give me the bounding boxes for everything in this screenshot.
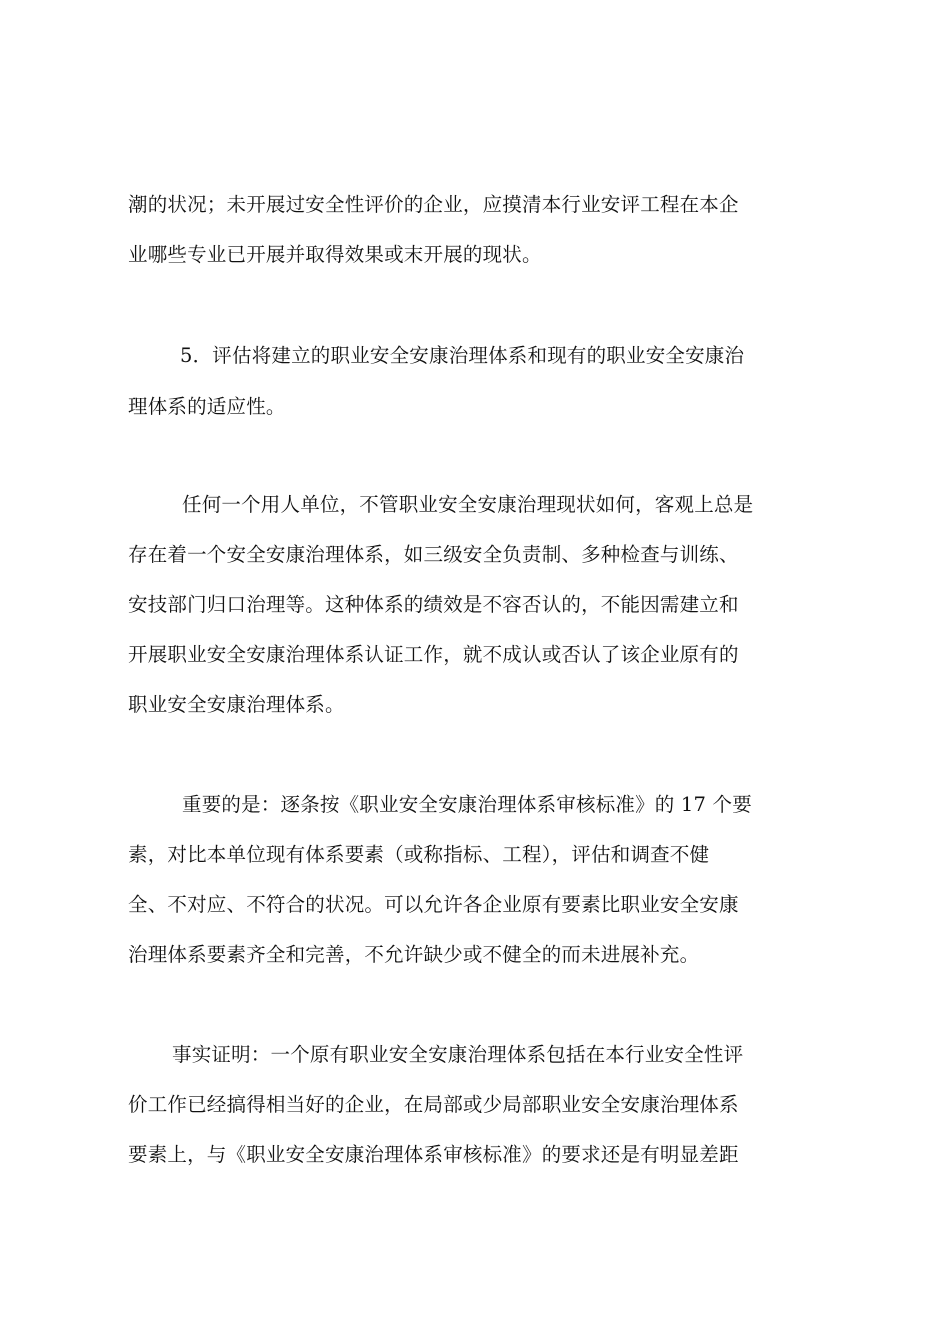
text-line: 价工作已经搞得相当好的企业，在局部或少局部职业安全安康治理体系	[128, 1093, 739, 1116]
text-line: 业哪些专业已开展并取得效果或末开展的现状。	[128, 243, 542, 266]
text-line: 事实证明：一个原有职业安全安康治理体系包括在本行业安全性评	[172, 1043, 744, 1066]
text-line: 全、不对应、不符合的状况。可以允许各企业原有要素比职业安全安康	[128, 893, 739, 916]
text-line: 职业安全安康治理体系。	[128, 693, 345, 716]
text-line: 5．评估将建立的职业安全安康治理体系和现有的职业安全安康治	[180, 344, 745, 367]
text-line: 理体系的适应性。	[128, 395, 286, 418]
text-line: 重要的是：逐条按《职业安全安康治理体系审核标准》的 17 个要	[182, 793, 752, 816]
text-line: 治理体系要素齐全和完善，不允许缺少或不健全的而未进展补充。	[128, 943, 700, 966]
text-line: 潮的状况；未开展过安全性评价的企业，应摸清本行业安评工程在本企	[128, 193, 739, 216]
text-line: 要素上，与《职业安全安康治理体系审核标准》的要求还是有明显差距	[128, 1143, 739, 1166]
text-line: 存在着一个安全安康治理体系，如三级安全负责制、多种检查与训练、	[128, 543, 739, 566]
text-line: 任何一个用人单位，不管职业安全安康治理现状如何，客观上总是	[182, 493, 754, 516]
text-line: 安技部门归口治理等。这种体系的绩效是不容否认的，不能因需建立和	[128, 593, 739, 616]
text-line: 开展职业安全安康治理体系认证工作，就不成认或否认了该企业原有的	[128, 643, 739, 666]
text-line: 素，对比本单位现有体系要素（或称指标、工程），评估和调查不健	[128, 843, 710, 866]
